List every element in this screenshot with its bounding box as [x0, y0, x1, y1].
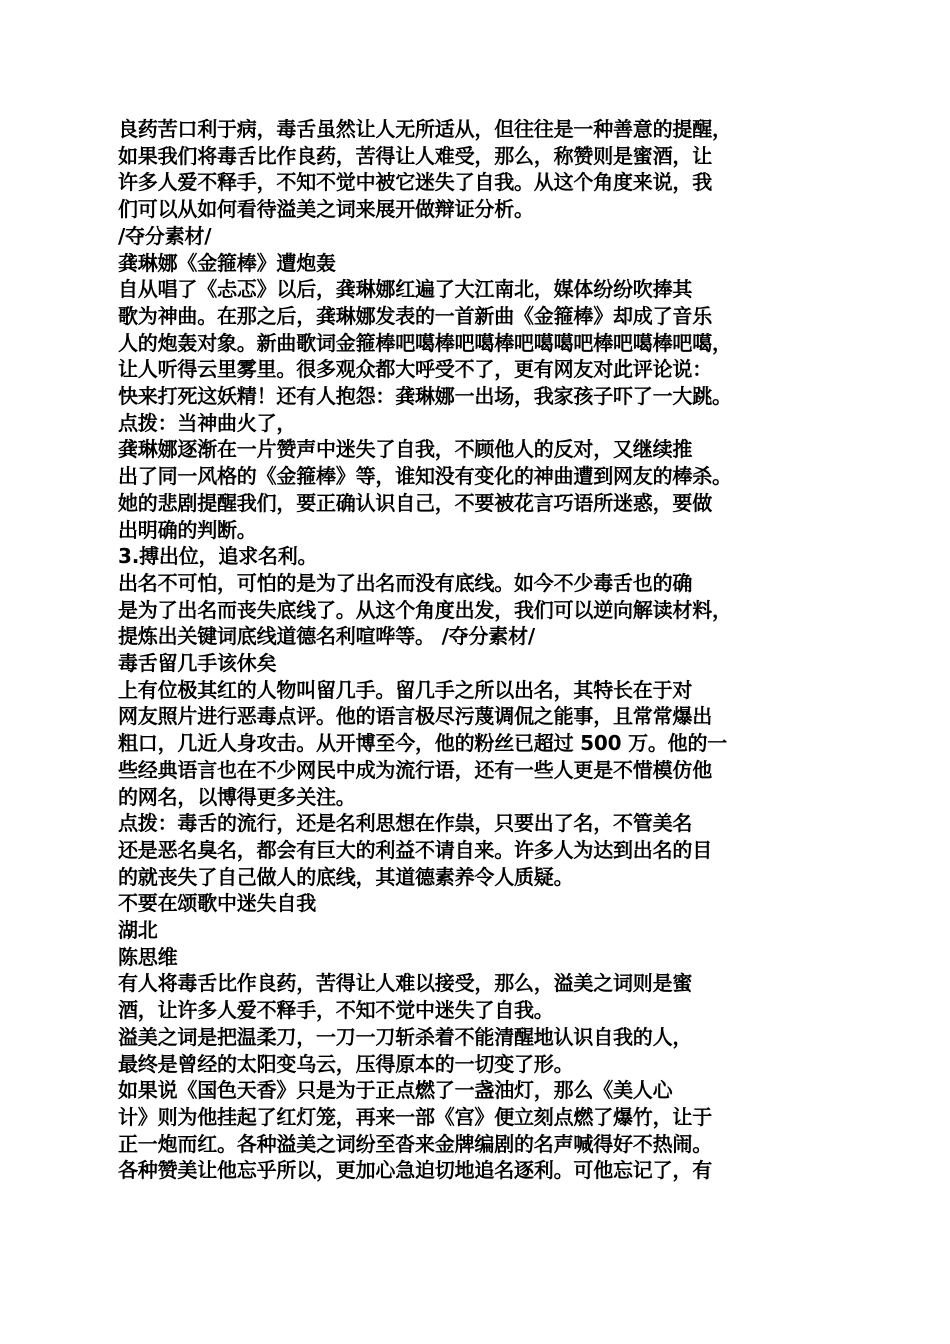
text-line: 如果我们将毒舌比作良药，苦得让人难受，那么，称赞则是蜜酒，让 — [118, 143, 712, 168]
text-line: 粗口，几近人身攻击。从开博至今，他的粉丝已超过 500 万。他的一 — [118, 731, 728, 756]
text-line: 自从唱了《忐忑》以后，龚琳娜红遍了大江南北，媒体纷纷吹捧其 — [118, 277, 693, 302]
text-line: 是为了出名而丧失底线了。从这个角度出发，我们可以逆向解读材料， — [118, 597, 732, 622]
text-line: 有人将毒舌比作良药，苦得让人难以接受，那么，溢美之词则是蜜 — [118, 971, 693, 996]
text-line: 歌为神曲。在那之后，龚琳娜发表的一首新曲《金箍棒》却成了音乐 — [118, 303, 712, 328]
text-line: 让人听得云里雾里。很多观众都大呼受不了，更有网友对此评论说： — [118, 357, 712, 382]
text-line: 的就丧失了自己做人的底线，其道德素养令人质疑。 — [118, 864, 574, 889]
text-line: 良药苦口利于病，毒舌虽然让人无所适从，但往往是一种善意的提醒， — [118, 117, 732, 141]
text-line: 些经典语言也在不少网民中成为流行语，还有一些人更是不惜模仿他 — [118, 757, 712, 782]
text-line: 正一炮而红。各种溢美之词纷至沓来金牌编剧的名声喊得好不热闹。 — [118, 1131, 712, 1156]
text-line: 网友照片进行恶毒点评。他的语言极尽污蔑调侃之能事，且常常爆出 — [118, 704, 712, 729]
text-line: 最终是曾经的太阳变乌云，压得原本的一切变了形。 — [118, 1051, 574, 1076]
text-line: 点拨：当神曲火了， — [118, 410, 297, 435]
text-line: 上有位极其红的人物叫留几手。留几手之所以出名，其特长在于对 — [118, 677, 693, 702]
text-line: 提炼出关键词底线道德名利喧哗等。 /夺分素材/ — [118, 624, 535, 649]
text-line: 的网名，以博得更多关注。 — [118, 784, 356, 809]
text-line: 许多人爱不释手，不知不觉中被它迷失了自我。从这个角度来说，我 — [118, 170, 712, 195]
text-line: 如果说《国色天香》只是为于正点燃了一盏油灯，那么《美人心 — [118, 1078, 673, 1103]
text-line: 3.搏出位，追求名利。 — [118, 544, 318, 569]
text-line: 不要在颂歌中迷失自我 — [118, 891, 316, 916]
text-line: /夺分素材/ — [118, 223, 212, 248]
text-line: 溢美之词是把温柔刀，一刀一刀斩杀着不能清醒地认识自我的人， — [118, 1024, 693, 1049]
text-line: 龚琳娜《金箍棒》遭炮轰 — [118, 250, 336, 275]
text-line: 龚琳娜逐渐在一片赞声中迷失了自我，不顾他人的反对，又继续推 — [118, 437, 693, 462]
text-line: 各种赞美让他忘乎所以，更加心急迫切地追名逐利。可他忘记了，有 — [118, 1158, 712, 1183]
text-line: 们可以从如何看待溢美之词来展开做辩证分析。 — [118, 197, 534, 222]
text-line: 她的悲剧提醒我们，要正确认识自己，不要被花言巧语所迷惑，要做 — [118, 490, 712, 515]
text-line: 人的炮轰对象。新曲歌词金箍棒吧噶棒吧噶棒吧噶噶吧棒吧噶棒吧噶， — [118, 330, 732, 355]
text-line: 点拨：毒舌的流行，还是名利思想在作祟，只要出了名，不管美名 — [118, 811, 693, 836]
text-line: 还是恶名臭名，都会有巨大的利益不请自来。许多人为达到出名的目 — [118, 837, 712, 862]
text-line: 出了同一风格的《金箍棒》等，谁知没有变化的神曲遭到网友的棒杀。 — [118, 464, 732, 489]
text-line: 出明确的判断。 — [118, 517, 257, 542]
text-line: 酒，让许多人爱不释手，不知不觉中迷失了自我。 — [118, 998, 554, 1023]
text-line: 快来打死这妖精！还有人抱怨：龚琳娜一出场，我家孩子吓了一大跳。 — [118, 384, 732, 408]
text-line: 湖北 — [118, 918, 158, 942]
text-line: 出名不可怕，可怕的是为了出名而没有底线。如今不少毒舌也的确 — [118, 570, 693, 595]
text-line: 毒舌留几手该休矣 — [118, 651, 277, 675]
text-line: 陈思维 — [118, 944, 178, 969]
text-line: 计》则为他挂起了红灯笼，再来一部《宫》便立刻点燃了爆竹，让于 — [118, 1104, 712, 1129]
